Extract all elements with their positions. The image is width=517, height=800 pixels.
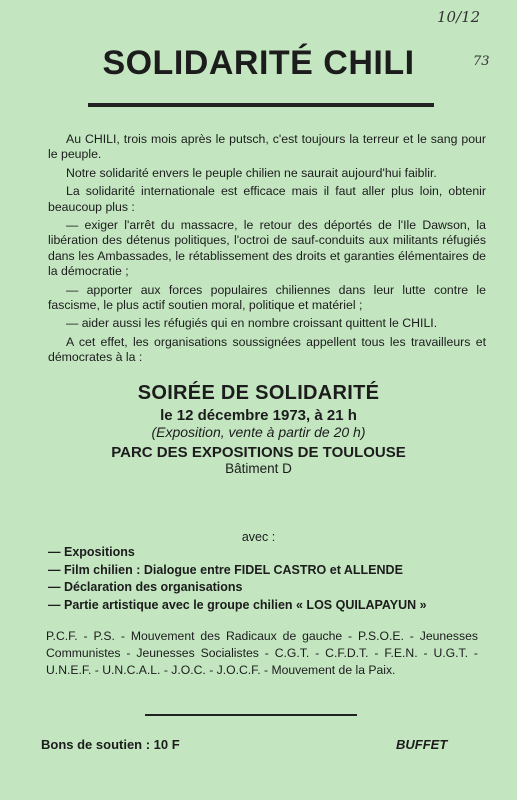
event-building: Bâtiment D — [225, 461, 292, 476]
buffet-label: BUFFET — [396, 737, 448, 752]
program-list — [48, 544, 427, 614]
handwritten-date: 10/12 — [437, 8, 481, 26]
event-title: SOIRÉE DE SOLIDARITÉ — [137, 382, 380, 404]
footer-divider — [145, 714, 357, 716]
avec-label: avec : — [241, 530, 276, 544]
intro-text — [48, 132, 486, 369]
intro-demand: — apporter aux forces populaires chiliennes dans leur lutte contre le fascisme, le plus actif soutien moral, politique et matériel ; — [48, 282, 486, 313]
event-place: PARC DES EXPOSITIONS DE TOULOUSE — [111, 444, 406, 461]
intro-paragraph: Au CHILI, trois mois après le putsch, c'est toujours la terreur et le sang pour le peuple. — [48, 132, 486, 162]
intro-demand: — exiger l'arrêt du massacre, le retour des déportés de l'Ile Dawson, la libération des détenus politiques, l'octroi de sauf-conduits aux militants réfugiés dans les Ambassades, le rétablissement des droits et garanties élémentaires de la démocratie ; — [48, 218, 486, 279]
intro-paragraph: Notre solidarité envers le peuple chilien ne saurait aujourd'hui faiblir. — [66, 165, 437, 180]
program-item: — Déclaration des organisations — [48, 579, 427, 597]
page-title: SOLIDARITÉ CHILI — [102, 44, 415, 82]
event-block — [0, 382, 517, 476]
support-price: Bons de soutien : 10 F — [41, 737, 180, 752]
title-underline — [88, 103, 434, 107]
event-date: le 12 décembre 1973, à 21 h — [160, 407, 357, 424]
organisations-list: P.C.F. - P.S. - Mouvement des Radicaux de gauche - P.S.O.E. - Jeunesses Communistes - Jeunesses Socialistes - C.G.T. - C.F.D.T. - F.E.N. - U.G.T. - U.N.E.F. - U.N.C.A.L. - J.O.C. - J.O.C.F. - Mouvement de la Paix. — [46, 629, 478, 677]
program-item: — Film chilien : Dialogue entre FIDEL CASTRO et ALLENDE — [48, 562, 427, 580]
intro-demand: — aider aussi les réfugiés qui en nombre croissant quittent le CHILI. — [66, 316, 438, 331]
handwritten-year: 73 — [473, 54, 490, 69]
event-expo: (Exposition, vente à partir de 20 h) — [151, 424, 366, 440]
intro-paragraph: A cet effet, les organisations soussignées appellent tous les travailleurs et démocrates à la : — [48, 334, 486, 365]
intro-paragraph: La solidarité internationale est efficace mais il faut aller plus loin, obtenir beaucoup plus : — [48, 184, 486, 214]
program-item: — Expositions — [48, 544, 427, 562]
program-item: — Partie artistique avec le groupe chilien « LOS QUILAPAYUN » — [48, 597, 427, 615]
